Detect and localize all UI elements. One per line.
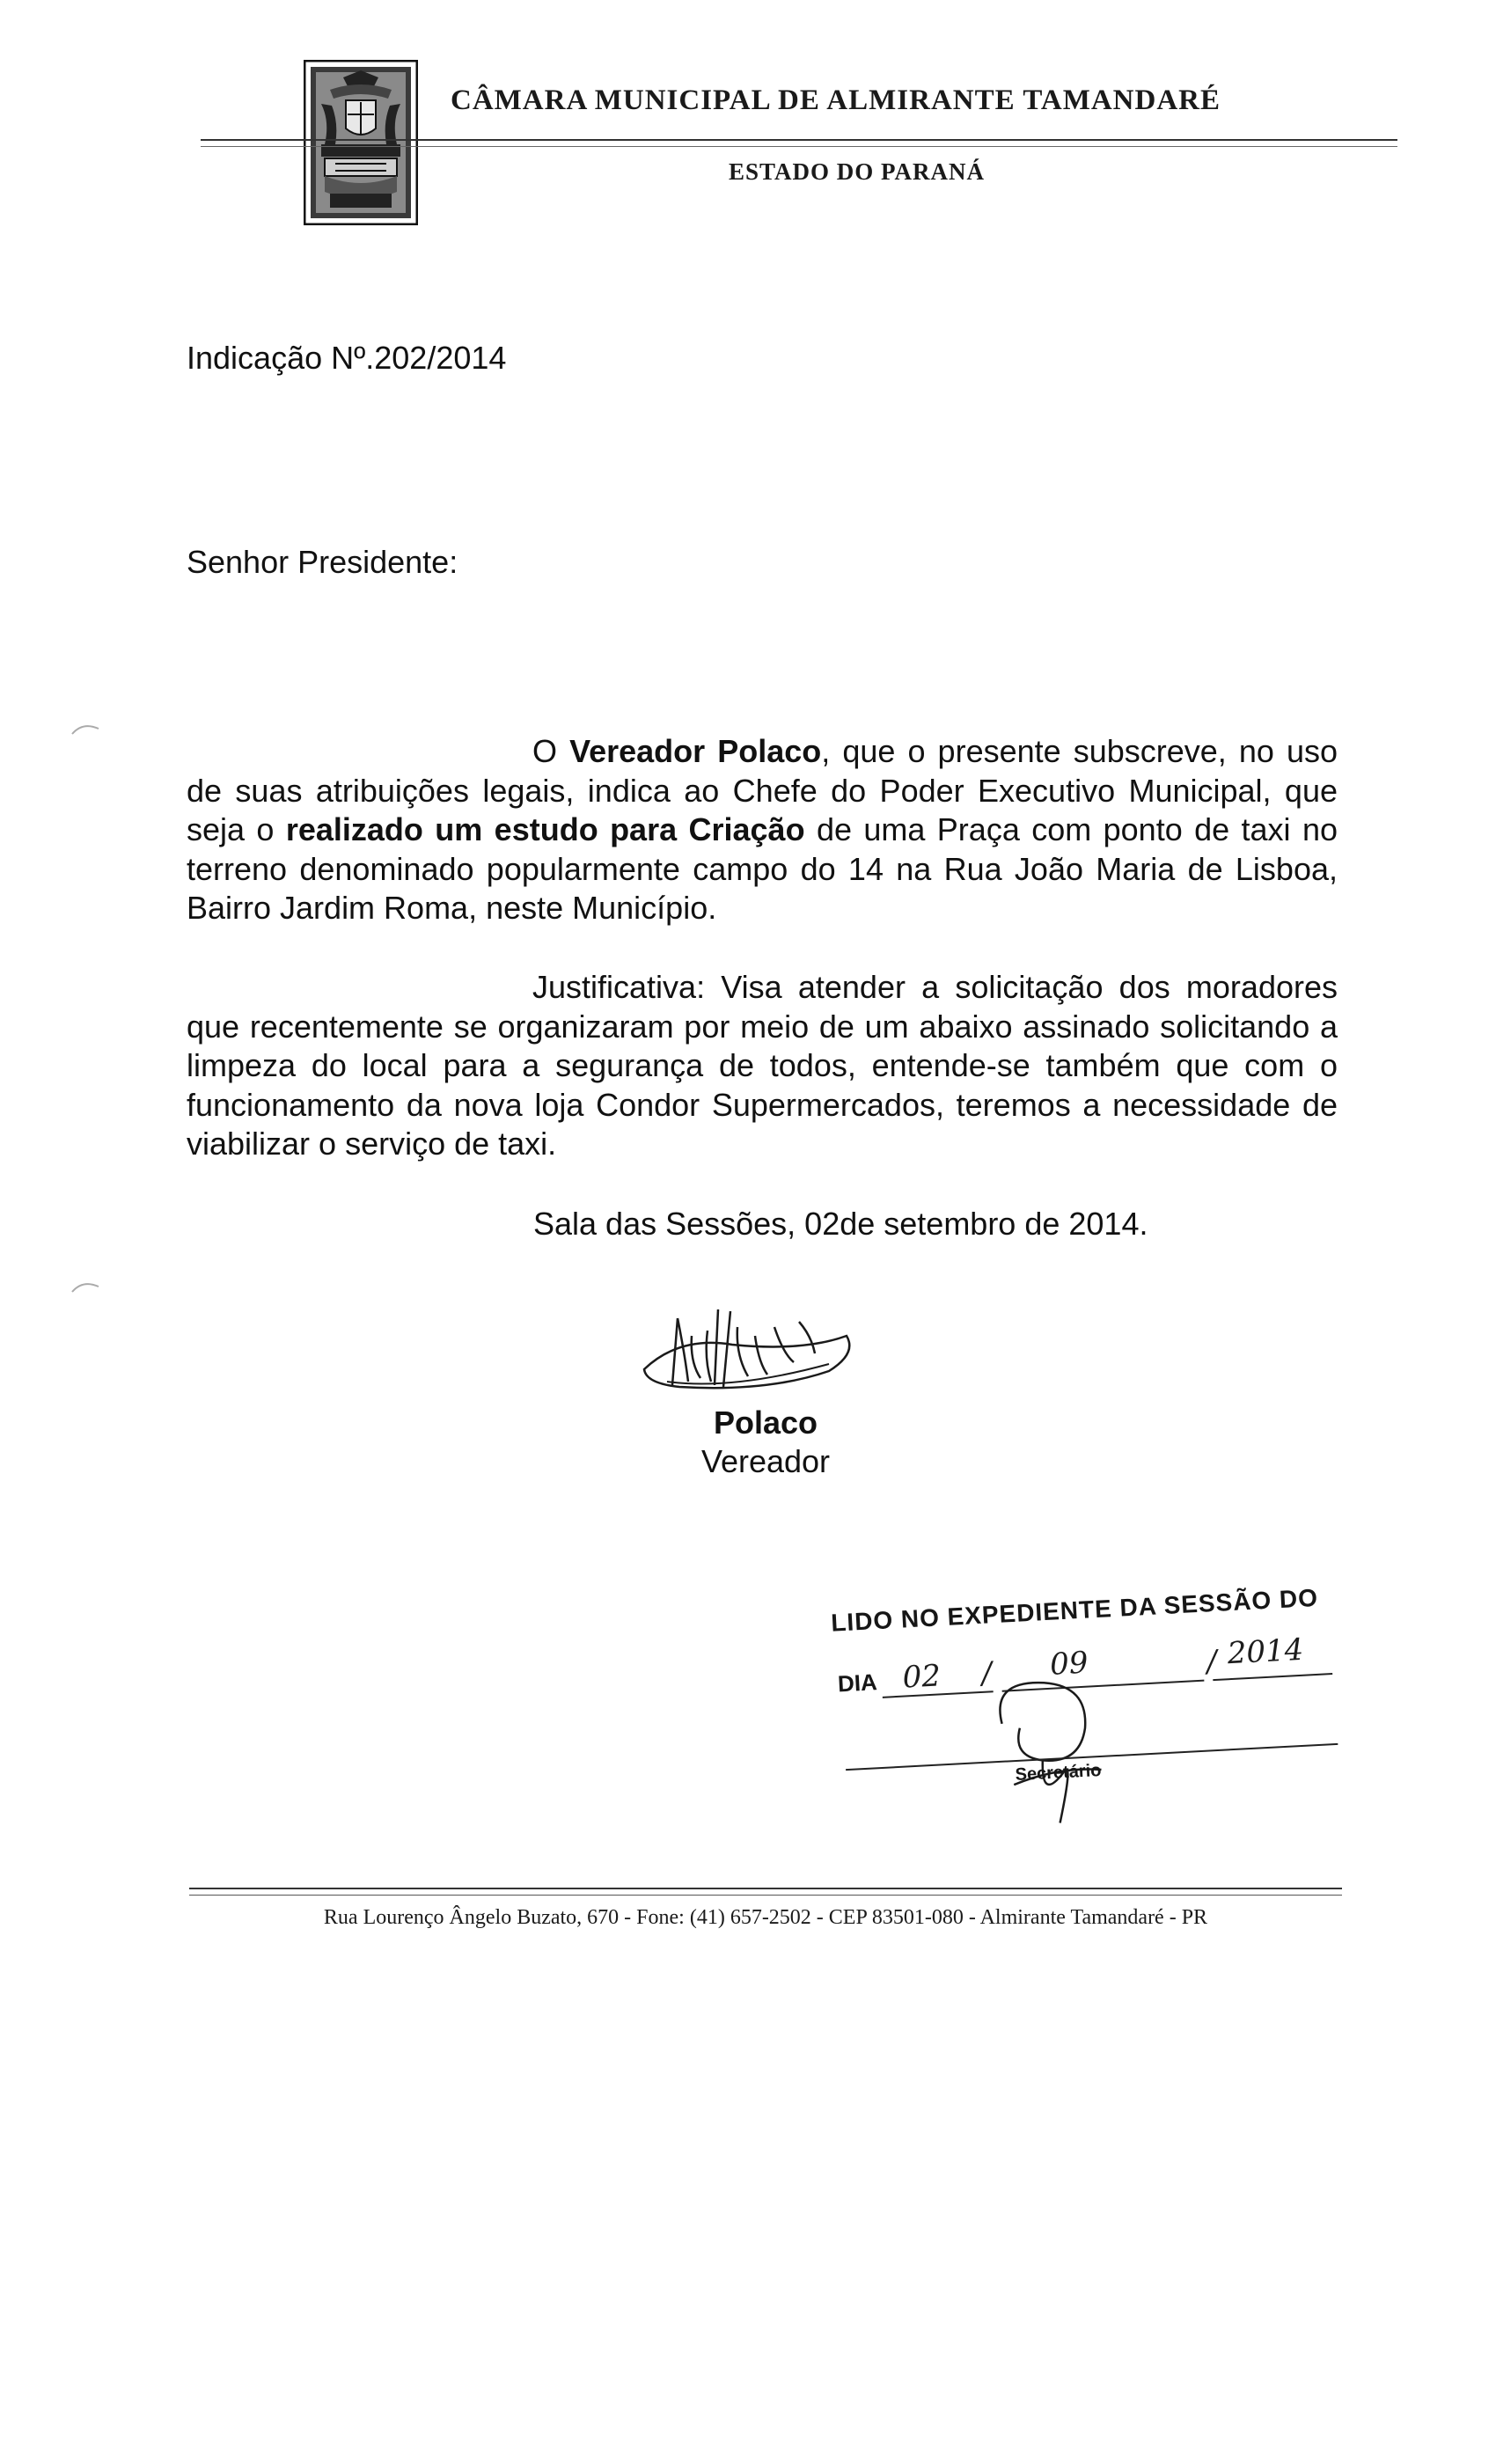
secretary-initials: [973, 1665, 1123, 1839]
indication-paragraph: [187, 732, 1338, 928]
footer-divider-thin: [189, 1895, 1342, 1896]
stamp-separator: /: [980, 1655, 994, 1691]
salutation: Senhor Presidente:: [187, 544, 458, 580]
closing-line: Sala das Sessões, 02de setembro de 2014.: [533, 1206, 1148, 1242]
stamp-month-value: 09: [1049, 1645, 1089, 1683]
stamp-day-value: 02: [901, 1658, 942, 1696]
footer-divider: [189, 1888, 1342, 1889]
stamp-day-label: DIA: [837, 1668, 878, 1698]
justification-paragraph: Justificativa: Visa atender a solicitação dos moradores que recentemente se organizaram por meio de um abaixo assinado solicitando a limpeza do local para a segurança de todos, entende-se também que com o funcionamento da nova loja Condor Supermercados, teremos a necessidade de viabilizar o serviço de taxi.: [187, 969, 1338, 1162]
councilor-name-bold: Vereador Polaco: [569, 733, 822, 769]
scan-mark: [69, 720, 104, 737]
stamp-year-value: 2014: [1226, 1632, 1305, 1672]
footer-address: Rua Lourenço Ângelo Buzato, 670 - Fone: (41) 657-2502 - CEP 83501-080 - Almirante Tamandaré - PR: [323, 1906, 1208, 1929]
session-reading-stamp: [810, 1556, 1368, 1830]
signer-name: Polaco: [713, 1404, 818, 1441]
municipal-coat-of-arms-icon: [304, 60, 418, 225]
institution-title: CÂMARA MUNICIPAL DE ALMIRANTE TAMANDARÉ: [451, 84, 1221, 116]
paragraph-text: , que o presente subscreve, no uso de suas atribuições legais, indica ao Chefe do Poder Executivo Municipal, que seja o: [187, 733, 1338, 847]
header-divider-thin: [201, 146, 1397, 147]
document-number: Indicação Nº.202/2014: [187, 340, 507, 376]
request-bold: realizado um estudo para Criação: [285, 811, 805, 847]
stamp-secretary-label: Secretário: [1015, 1760, 1102, 1786]
signer-role: Vereador: [700, 1443, 831, 1479]
handwritten-signature: [627, 1301, 864, 1406]
paragraph-text: O: [532, 733, 570, 769]
stamp-separator: /: [1206, 1643, 1218, 1680]
scan-mark: [69, 1278, 104, 1295]
stamp-year-line: [1213, 1673, 1332, 1681]
institution-state: ESTADO DO PARANÁ: [729, 158, 986, 185]
stamp-title: LIDO NO EXPEDIENTE DA SESSÃO DO: [830, 1583, 1319, 1637]
header-divider: [201, 139, 1397, 141]
paragraph-text: de uma Praça com ponto de taxi no terreno denominado popularmente campo do 14 na Rua João Maria de Lisboa, Bairro Jardim Roma, neste Município.: [187, 811, 1338, 926]
